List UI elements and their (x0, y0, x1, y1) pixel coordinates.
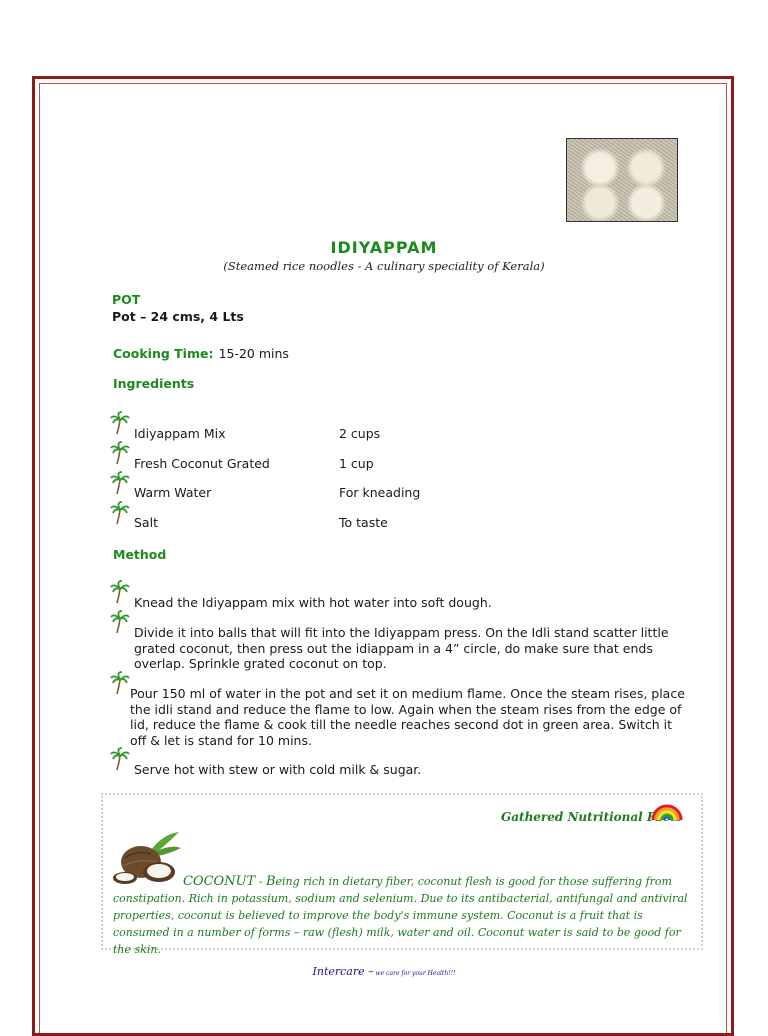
cooking-time (113, 343, 289, 362)
palm-tree-icon (110, 471, 130, 495)
ingredients-heading: Ingredients (113, 376, 195, 391)
footer-tagline: we care for your Health!!! (373, 970, 456, 977)
idiyappam-photo (566, 138, 678, 222)
ingredient-qty: To taste (339, 515, 388, 530)
ingredient-name: Idiyappam Mix (134, 426, 226, 441)
method-step: Serve hot with stew or with cold milk & sugar. (134, 762, 422, 777)
cooking-time-label: Cooking Time: (113, 346, 214, 361)
palm-tree-icon (110, 671, 130, 695)
palm-tree-icon (110, 411, 130, 435)
facts-dash: - (255, 875, 266, 888)
ingredient-name: Fresh Coconut Grated (134, 456, 270, 471)
palm-tree-icon (110, 747, 130, 771)
recipe-subtitle: (Steamed rice noodles - A culinary speciality of Kerala) (223, 259, 545, 273)
facts-lead: COCONUT (183, 874, 256, 889)
facts-first-letter: B (265, 874, 276, 889)
pot-label: POT (112, 292, 141, 307)
palm-tree-icon (110, 501, 130, 525)
nutritional-facts-title: Gathered Nutritional Facts (501, 810, 683, 824)
facts-body: eing rich in dietary fiber, coconut flesh is good for those suffering from constipation. Rich in potassium, sodium and selenium. Due to its antibacterial, antifungal and antiviral properties, coconut is believed to improve the body's immune system. Coconut is a fruit that is consumed in a number of forms – raw (flesh) milk, water and oil. Coconut water is said to be good for the skin. (113, 875, 688, 956)
cooking-time-value: 15-20 mins (218, 346, 289, 361)
palm-tree-icon (110, 610, 130, 634)
footer-brand: Intercare – (312, 965, 374, 978)
ingredient-qty: 2 cups (339, 426, 381, 441)
method-step: Knead the Idiyappam mix with hot water into soft dough. (134, 595, 492, 610)
recipe-title: IDIYAPPAM (330, 238, 438, 257)
pot-value: Pot – 24 cms, 4 Lts (112, 309, 244, 324)
rainbow-icon (651, 798, 683, 820)
ingredient-name: Warm Water (134, 485, 212, 500)
method-heading: Method (113, 547, 167, 562)
palm-tree-icon (110, 441, 130, 465)
method-step: Pour 150 ml of water in the pot and set it on medium flame. Once the steam rises, place the idli stand and reduce the flame to low. Again when the steam rises from the edge of lid, reduce the flame & cook till the needle reaches second dot in green area. Switch it off & let is stand for 10 mins. (130, 686, 685, 748)
ingredient-qty: 1 cup (339, 456, 374, 471)
nutritional-facts-text (113, 873, 691, 958)
method-step: Divide it into balls that will fit into the Idiyappam press. On the Idli stand scatter little grated coconut, then press out the idiappam in a 4” circle, do make sure that ends overlap. Sprinkle grated coconut on top. (134, 625, 669, 671)
ingredient-name: Salt (134, 515, 158, 530)
ingredient-qty: For kneading (339, 485, 421, 500)
footer (0, 965, 768, 978)
palm-tree-icon (110, 580, 130, 604)
